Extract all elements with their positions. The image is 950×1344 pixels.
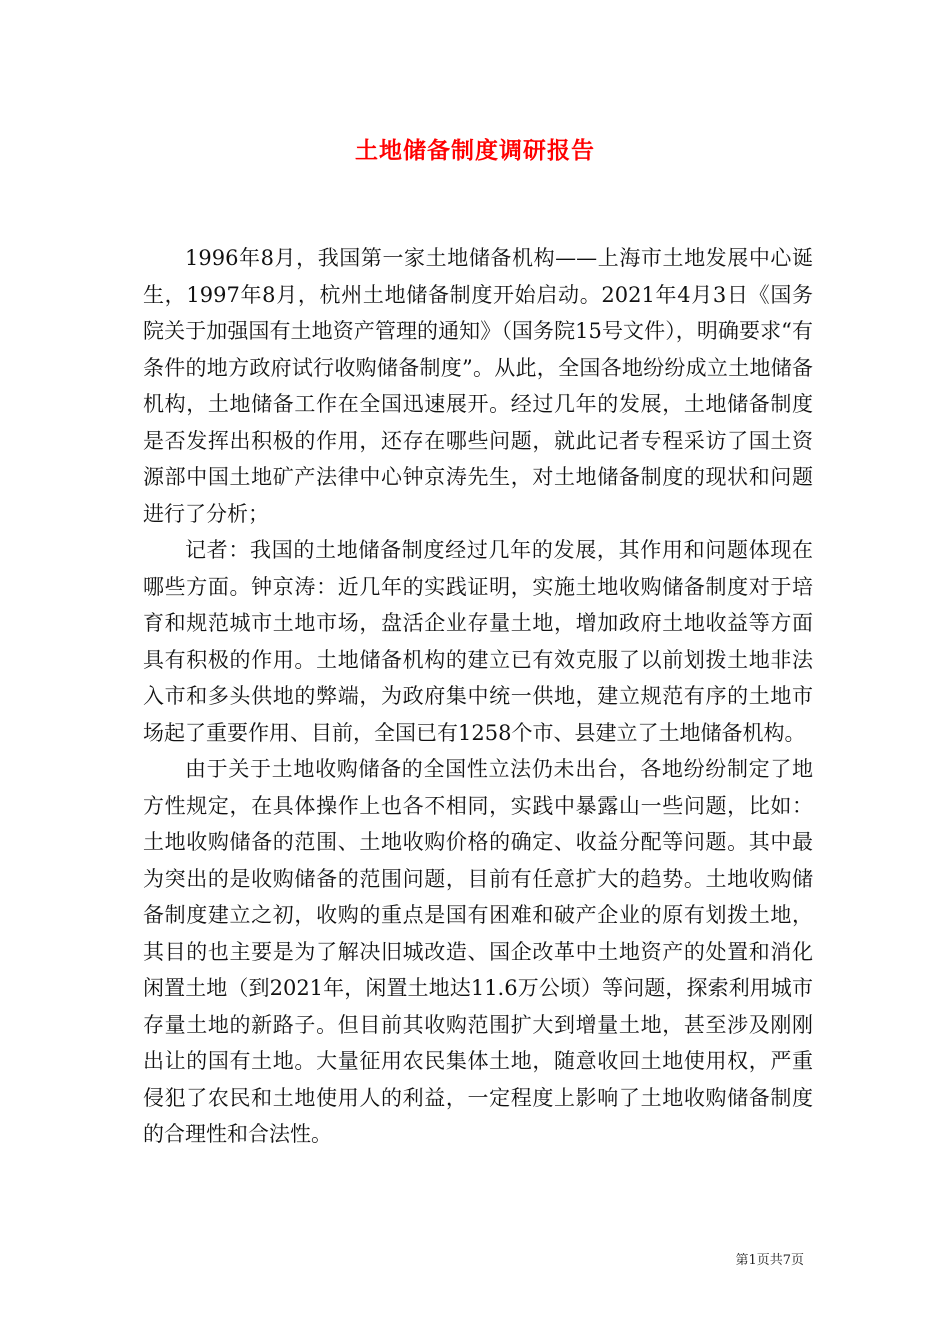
document-title: 土地储备制度调研报告	[355, 137, 595, 164]
page-number-footer	[735, 1249, 804, 1268]
page-number-label: 第1页共7页	[735, 1253, 804, 1268]
paragraph-2: 记者：我国的土地储备制度经过几年的发展，其作用和问题体现在哪些方面。钟京涛：近几年的实践证明，实施土地收购储备制度对于培育和规范城市土地市场，盘活企业存量土地，增加政府土地收益等方面具有积极的作用。土地储备机构的建立已有效克服了以前划拨土地非法入市和多头供地的弊端，为政府集中统一供地，建立规范有序的土地市场起了重要作用、目前，全国已有1258个市、县建立了土地储备机构。	[143, 538, 813, 745]
document-body	[143, 240, 813, 1153]
paragraph-3: 由于关于土地收购储备的全国性立法仍未出台，各地纷纷制定了地方性规定，在具体操作上也各不相同，实践中暴露山一些问题，比如：土地收购储备的范围、土地收购价格的确定、收益分配等问题。其中最为突出的是收购储备的范围问题，目前有任意扩大的趋势。土地收购储备制度建立之初，收购的重点是国有困难和破产企业的原有划拨土地，其目的也主要是为了解决旧城改造、国企改革中土地资产的处置和消化闲置土地（到2021年，闲置土地达11.6万公顷）等问题，探索利用城市存量土地的新路子。但目前其收购范围扩大到增量土地，甚至涉及刚刚出让的国有土地。大量征用农民集体土地，随意收回土地使用权，严重侵犯了农民和土地使用人的利益，一定程度上影响了土地收购储备制度的合理性和合法性。	[143, 757, 813, 1146]
paragraph-1: 1996年8月，我国第一家土地储备机构——上海市土地发展中心诞生，1997年8月，杭州土地储备制度开始启动。2021年4月3日《国务院关于加强国有土地资产管理的通知》（国务院15号文件），明确要求“有条件的地方政府试行收购储备制度”。从此，全国各地纷纷成立土地储备机构，土地储备工作在全国迅速展开。经过几年的发展，土地储备制度是否发挥出积极的作用，还存在哪些问题，就此记者专程采访了国土资源部中国土地矿产法律中心钟京涛先生，对土地储备制度的现状和问题进行了分析；	[143, 246, 813, 526]
